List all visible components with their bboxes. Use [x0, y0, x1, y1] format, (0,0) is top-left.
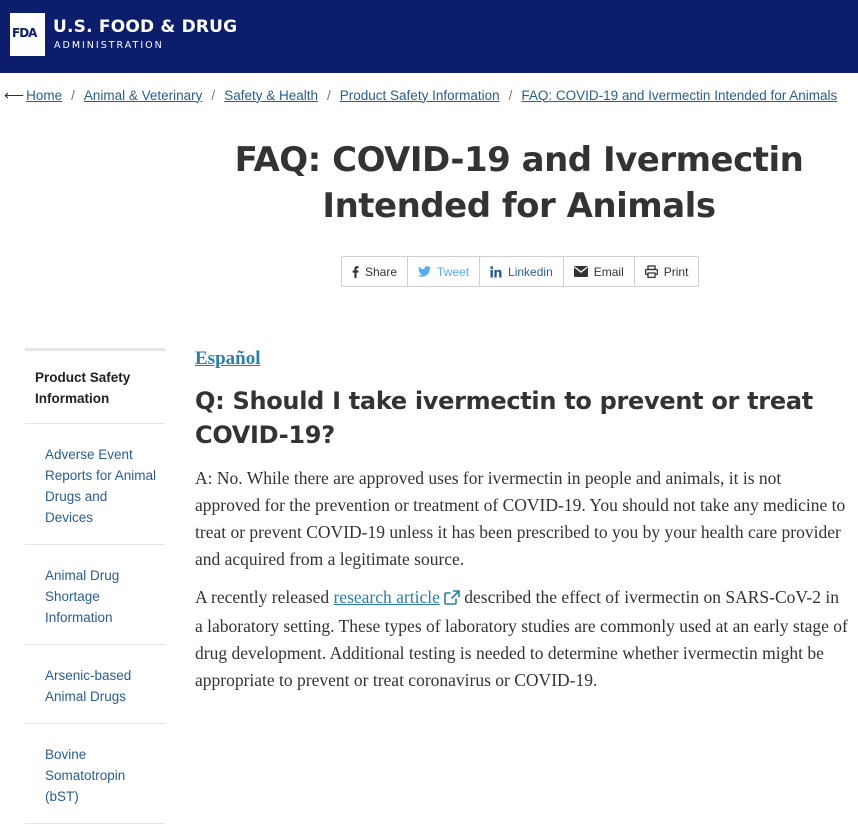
main-content [195, 348, 850, 694]
faq-answer: A: No. While there are approved uses for ivermectin in people and animals, it is not approved for the prevention or treatment of COVID-19. You should not take any medicine to treat or prevent COVID-19 unless it has been prescribed to you by your health care provider and acquired from a legitimate source. [195, 468, 846, 569]
section-sidebar [25, 348, 165, 824]
agency-title[interactable]: U.S. FOOD & DRUG [53, 17, 238, 37]
external-link-icon[interactable] [444, 586, 460, 613]
fda-logo-mark: FDA [12, 26, 37, 40]
paragraph-text-before: A recently released [195, 587, 330, 607]
print-label: Print [663, 264, 689, 279]
share-linkedin-button[interactable] [480, 257, 564, 286]
breadcrumb-animal-veterinary[interactable]: Animal & Veterinary [83, 87, 203, 103]
printer-icon [645, 266, 658, 278]
left-arrow-icon[interactable]: ⟵ [4, 86, 25, 103]
envelope-icon [574, 266, 588, 277]
print-button[interactable] [635, 257, 699, 286]
breadcrumb-home[interactable]: Home [26, 87, 63, 103]
breadcrumb-separator: / [211, 87, 216, 103]
breadcrumb-safety-health[interactable]: Safety & Health [224, 87, 318, 103]
site-header [0, 0, 858, 73]
sidebar-item-adverse-event-reports[interactable]: Adverse Event Reports for Animal Drugs and Devices [25, 424, 165, 545]
facebook-icon [352, 266, 359, 278]
share-toolbar [341, 256, 699, 287]
page-title: FAQ: COVID-19 and Ivermectin Intended for Animals [234, 140, 804, 226]
linkedin-icon [490, 266, 502, 278]
fda-logo[interactable] [10, 13, 45, 56]
faq-question: Q: Should I take ivermectin to prevent or treat COVID-19? [195, 387, 813, 449]
breadcrumb-separator: / [71, 87, 75, 103]
spanish-language-link[interactable]: Español [195, 348, 261, 369]
share-facebook-button[interactable] [342, 257, 408, 286]
tweet-label: Tweet [437, 264, 470, 279]
breadcrumb-separator: / [327, 87, 331, 103]
linkedin-label: Linkedin [508, 264, 553, 279]
faq-paragraph-research [195, 584, 850, 694]
sidebar-item-bovine-somatotropin[interactable]: Bovine Somatotropin (bST) [25, 724, 165, 824]
share-email-button[interactable] [564, 257, 635, 286]
sidebar-heading[interactable]: Product Safety Information [25, 348, 165, 424]
breadcrumb-product-safety[interactable]: Product Safety Information [339, 87, 500, 103]
share-twitter-button[interactable] [408, 257, 480, 286]
breadcrumb-current-page[interactable]: FAQ: COVID-19 and Ivermectin Intended for Animals [521, 87, 838, 103]
breadcrumb-separator: / [508, 87, 513, 103]
breadcrumb [4, 86, 854, 104]
sidebar-item-drug-shortage[interactable]: Animal Drug Shortage Information [25, 545, 165, 645]
paragraph-text-after: described the effect of ivermectin on SARS-CoV-2 in a laboratory setting. These types of laboratory studies are commonly used at an early stage of drug development. Additional testing is needed to determine whether ivermectin might be appropriate to prevent or treat coronavirus or COVID-19. [195, 587, 848, 690]
agency-subtitle: ADMINISTRATION [54, 40, 164, 51]
share-label: Share [365, 264, 398, 279]
sidebar-item-arsenic-drugs[interactable]: Arsenic-based Animal Drugs [25, 645, 165, 724]
twitter-icon [418, 266, 431, 277]
email-label: Email [593, 264, 624, 279]
research-article-link[interactable]: research article [333, 587, 440, 607]
